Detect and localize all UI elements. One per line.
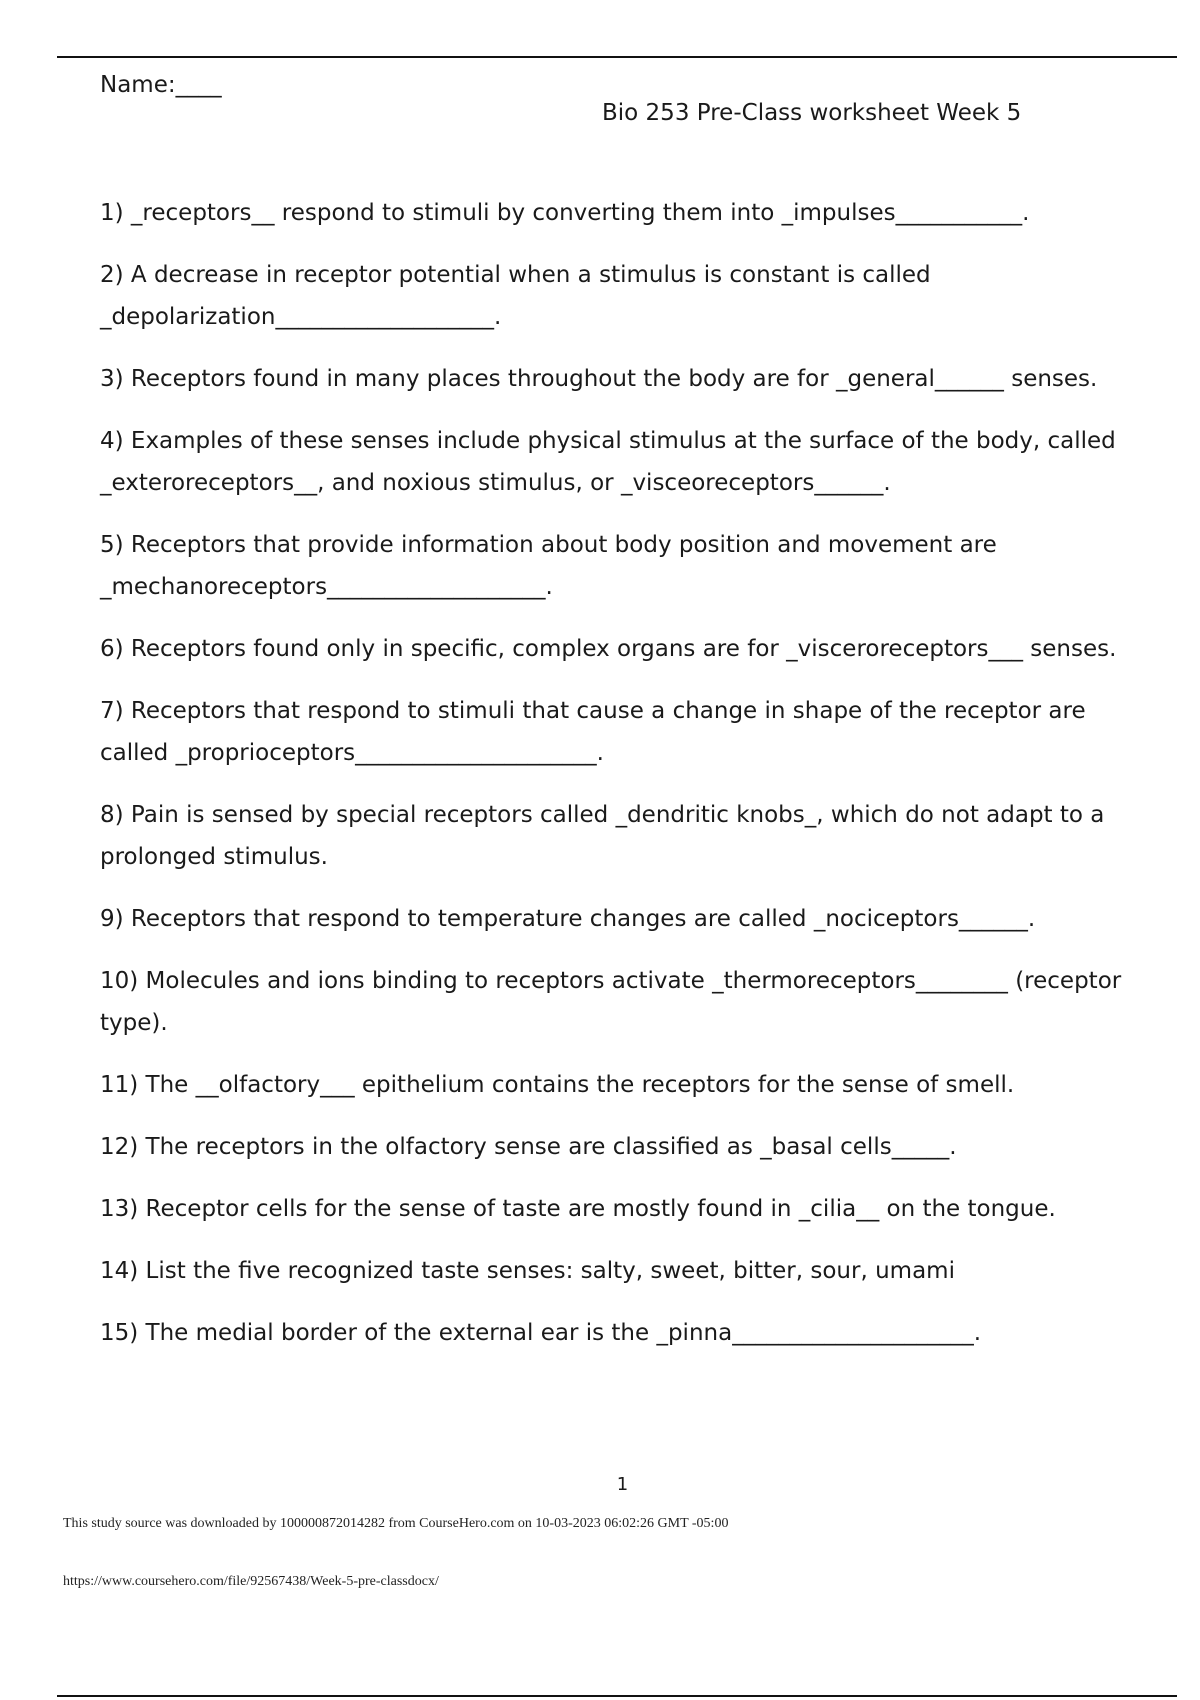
question-13: 13) Receptor cells for the sense of taste are mostly found in _cilia__ on the tongue.: [100, 1196, 1056, 1222]
question-9: 9) Receptors that respond to temperature changes are called _nociceptors______.: [100, 906, 1036, 932]
question-6: 6) Receptors found only in specific, complex organs are for _visceroreceptors___ senses.: [100, 636, 1117, 662]
question-10: 10) Molecules and ions binding to receptors activate _thermoreceptors________ (receptor type).: [100, 968, 1122, 1036]
question-11: 11) The __olfactory___ epithelium contains the receptors for the sense of smell.: [100, 1072, 1015, 1098]
bottom-rule: [57, 1695, 1177, 1697]
download-source-note: This study source was downloaded by 100000872014282 from CourseHero.com on 10-03-2023 06:02:26 GMT -05:00: [63, 1516, 729, 1531]
question-4: 4) Examples of these senses include physical stimulus at the surface of the body, called _exteroreceptors__, and noxious stimulus, or _visceoreceptors______.: [100, 428, 1116, 496]
top-rule: [57, 56, 1177, 58]
document-title: Bio 253 Pre-Class worksheet Week 5: [602, 100, 1022, 126]
question-12: 12) The receptors in the olfactory sense are classified as _basal cells_____.: [100, 1134, 957, 1160]
question-5: 5) Receptors that provide information about body position and movement are _mechanoreceptors___________________.: [100, 532, 997, 600]
name-label: Name:____: [100, 72, 222, 98]
question-15: 15) The medial border of the external ear is the _pinna_____________________.: [100, 1320, 982, 1346]
question-3: 3) Receptors found in many places throughout the body are for _general______ senses.: [100, 366, 1098, 392]
question-14: 14) List the five recognized taste senses: salty, sweet, bitter, sour, umami: [100, 1258, 955, 1284]
question-list: [100, 192, 1145, 1374]
source-url[interactable]: https://www.coursehero.com/file/92567438/Week-5-pre-classdocx/: [63, 1574, 439, 1589]
page-number: 1: [616, 1474, 629, 1495]
question-2: 2) A decrease in receptor potential when a stimulus is constant is called _depolarization___________________.: [100, 262, 931, 330]
question-1: 1) _receptors__ respond to stimuli by converting them into _impulses___________.: [100, 200, 1030, 226]
question-8: 8) Pain is sensed by special receptors called _dendritic knobs_, which do not adapt to a prolonged stimulus.: [100, 802, 1105, 870]
question-7: 7) Receptors that respond to stimuli that cause a change in shape of the receptor are called _proprioceptors_____________________.: [100, 698, 1086, 766]
